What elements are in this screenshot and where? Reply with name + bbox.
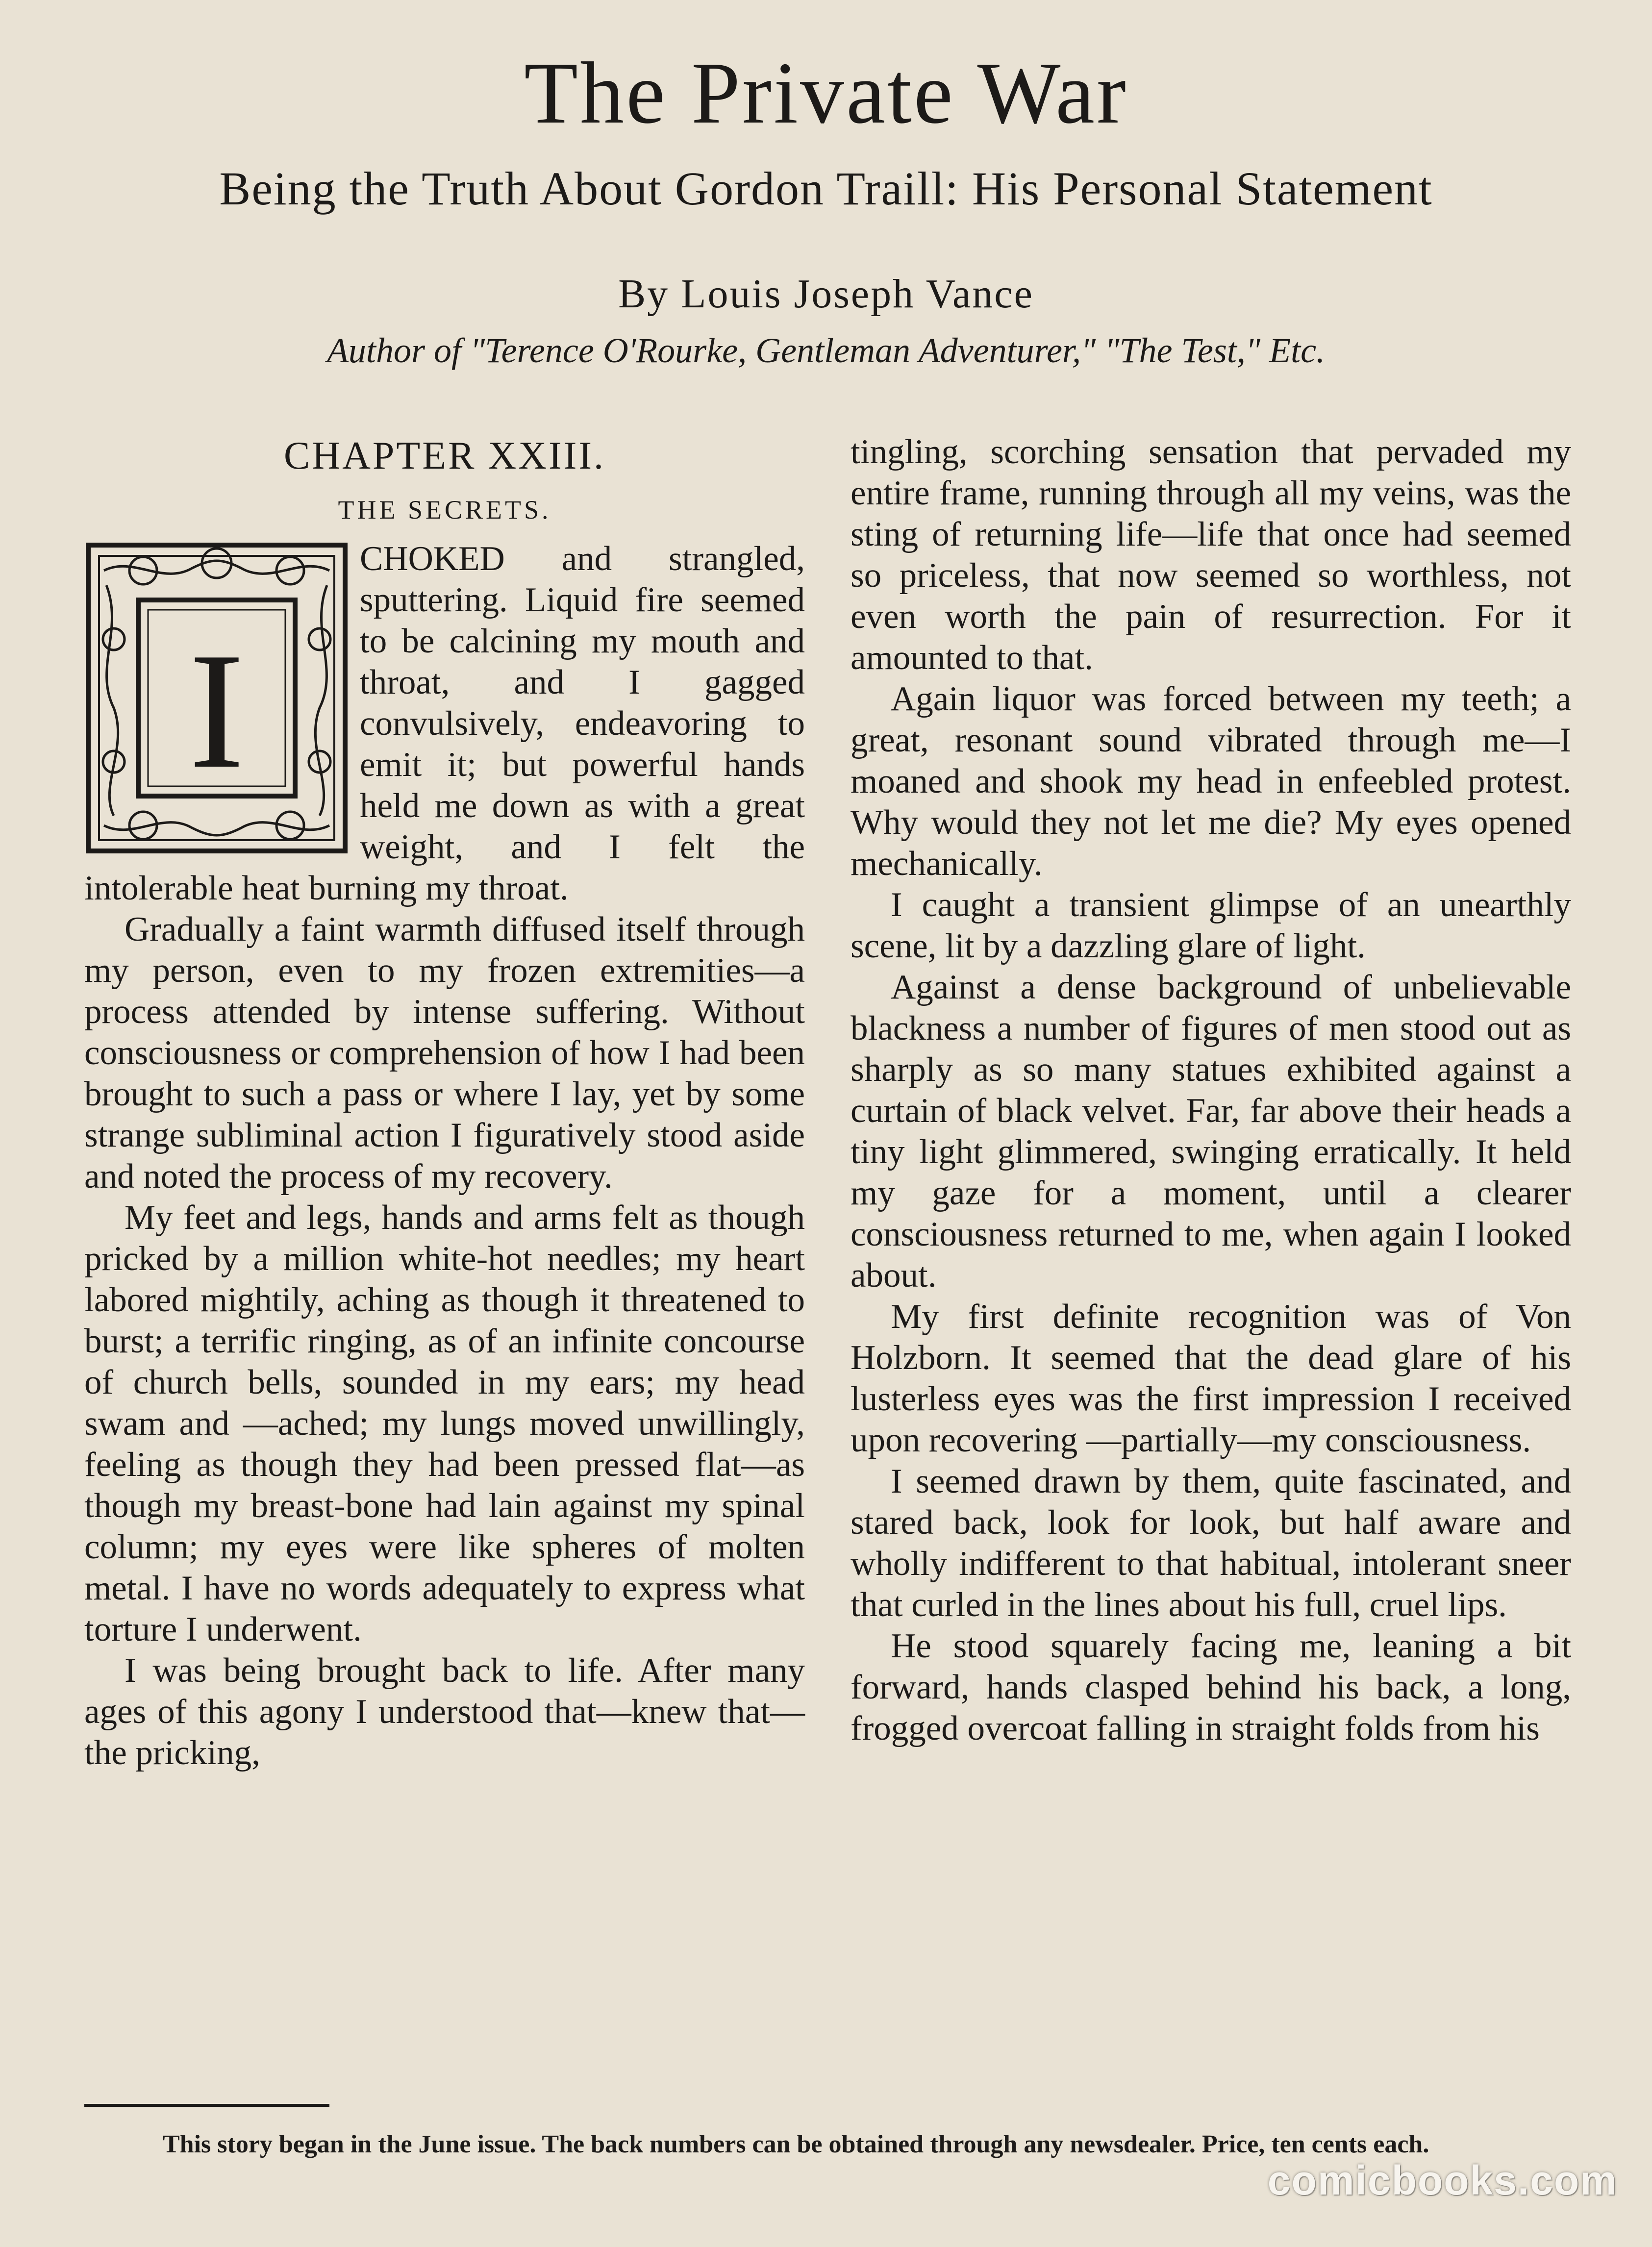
chapter-subheading: THE SECRETS. <box>338 495 551 524</box>
story-subtitle: Being the Truth About Gordon Traill: His Personal Statement <box>219 162 1433 215</box>
story-title: The Private War <box>524 44 1128 142</box>
right-column <box>851 431 1571 1749</box>
footnote: This story began in the June issue. The back numbers can be obtained through any newsdealer. Price, ten cents each. <box>163 2130 1429 2158</box>
paragraph: I was being brought back to life. After many ages of this agony I understood that—knew that—the pricking, <box>84 1651 805 1772</box>
drop-cap-letter: I <box>189 618 245 803</box>
paragraph: Against a dense background of unbelievable blackness a number of figures of men stood out as sharply as so many statues exhibited against a curtain of black velvet. Far, far above their heads a tiny light glimmered, swinging erratically. It held my gaze for a moment, until a clearer consciousness returned to me, when again I looked about. <box>851 968 1571 1295</box>
site-watermark: comicbooks.com <box>1267 2157 1618 2203</box>
paragraph: He stood squarely facing me, leaning a bit forward, hands clasped behind his back, a long, frogged overcoat falling in straight folds from his <box>851 1627 1571 1748</box>
paragraph: My first definite recognition was of Von Holzborn. It seemed that the dead glare of his lusterless eyes was the first impression I received upon recovering —partially—my consciousness. <box>851 1298 1571 1459</box>
paragraph: CHOKED and strangled, sputtering. Liquid fire seemed to be calcining my mouth and throat, and I gagged convulsively, endeavoring to emit it; but powerful hands held me down as with a great weight, and I felt the intolerable heat burning my throat. <box>84 540 805 907</box>
author-credits: Author of "Terence O'Rourke, Gentleman Adventurer," "The Test," Etc. <box>326 331 1326 370</box>
footnote-divider <box>84 2104 329 2107</box>
drop-cap-ornament <box>84 541 349 855</box>
left-column <box>84 431 805 1773</box>
paragraph: I caught a transient glimpse of an unearthly scene, lit by a dazzling glare of light. <box>851 886 1571 965</box>
paragraph: Gradually a faint warmth diffused itself through my person, even to my frozen extremities—a process attended by intense suffering. Without consciousness or comprehension of how I had been brought to such a pass or where I lay, yet by some strange subliminal action I figuratively stood aside and noted the process of my recovery. <box>84 910 805 1196</box>
paragraph: tingling, scorching sensation that pervaded my entire frame, running through all my veins, was the sting of returning life—life that once had seemed so priceless, that now seemed so worthless, not even worth the pain of resurrection. For it amounted to that. <box>851 433 1571 677</box>
paragraph: Again liquor was forced between my teeth; a great, resonant sound vibrated through me—I moaned and shook my head in enfeebled protest. Why would they not let me die? My eyes opened mechanically. <box>851 680 1571 883</box>
byline: By Louis Joseph Vance <box>618 271 1034 317</box>
paragraph: I seemed drawn by them, quite fascinated, and stared back, look for look, but half aware and wholly indifferent to that habitual, intolerant sneer that curled in the lines about his full, cruel lips. <box>851 1462 1571 1624</box>
paragraph: My feet and legs, hands and arms felt as though pricked by a million white-hot needles; my heart labored mightily, aching as though it threatened to burst; a terrific ringing, as of an infinite concourse of church bells, sounded in my ears; my head swam and —ached; my lungs moved unwillingly, feeling as though they had been pressed flat—as though my breast-bone had lain against my spinal column; my eyes were like spheres of molten metal. I have no words adequately to express what torture I underwent. <box>84 1198 805 1648</box>
chapter-heading: CHAPTER XXIII. <box>284 434 605 477</box>
